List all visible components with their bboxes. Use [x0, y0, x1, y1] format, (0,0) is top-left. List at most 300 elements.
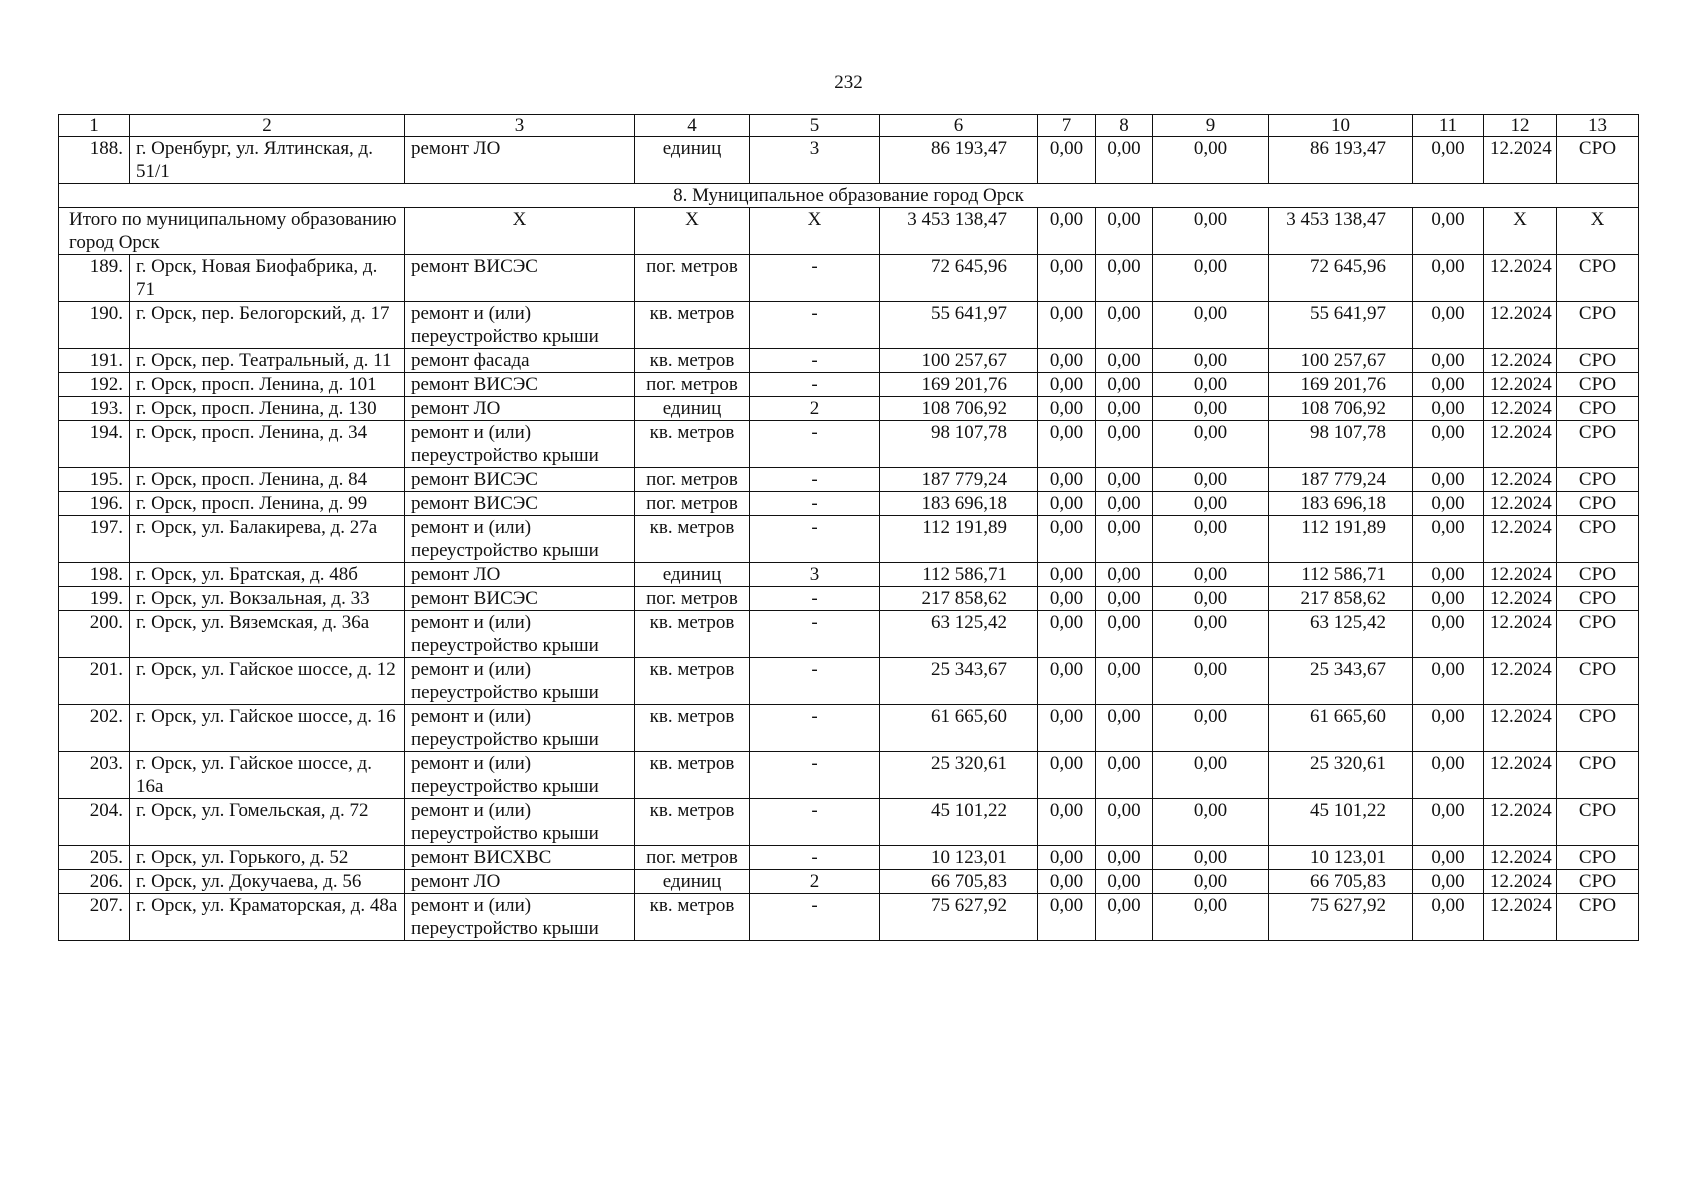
cell-col-11: 0,00	[1413, 870, 1484, 894]
cell-col-9: 0,00	[1153, 846, 1269, 870]
cell-col-10: 55 641,97	[1269, 302, 1413, 349]
cell-col-8: 0,00	[1096, 349, 1153, 373]
cell-col-9: 0,00	[1153, 870, 1269, 894]
table-header	[59, 115, 1639, 137]
cell-deadline: 12.2024	[1484, 421, 1557, 468]
cell-work-type: ремонт ВИСХВС	[405, 846, 635, 870]
cell-total-cost: 100 257,67	[880, 349, 1038, 373]
cell-work-type: ремонт ВИСЭС	[405, 468, 635, 492]
cell-address: г. Орск, ул. Гайское шоссе, д. 16а	[130, 752, 405, 799]
header-row	[59, 115, 1639, 137]
cell-row-number: 207.	[59, 894, 130, 941]
cell-unit: единиц	[635, 563, 750, 587]
cell-col-10: 25 343,67	[1269, 658, 1413, 705]
cell-total-cost: 112 586,71	[880, 563, 1038, 587]
cell-row-number: 202.	[59, 705, 130, 752]
cell-unit: единиц	[635, 137, 750, 184]
cell-work-type: ремонт ВИСЭС	[405, 255, 635, 302]
cell-col-10: 61 665,60	[1269, 705, 1413, 752]
column-header-3: 3	[405, 115, 635, 137]
cell-col-7: 0,00	[1038, 894, 1096, 941]
cell-col-9: 0,00	[1153, 255, 1269, 302]
cell-row-number: 192.	[59, 373, 130, 397]
cell-executor: СРО	[1557, 846, 1639, 870]
cell-deadline: 12.2024	[1484, 373, 1557, 397]
cell-quantity: -	[750, 349, 880, 373]
cell-col-11: 0,00	[1413, 894, 1484, 941]
cell-col-7: 0,00	[1038, 349, 1096, 373]
cell-executor: СРО	[1557, 658, 1639, 705]
column-header-11: 11	[1413, 115, 1484, 137]
cell-total-cost: 112 191,89	[880, 516, 1038, 563]
cell-row-number: 199.	[59, 587, 130, 611]
cell-col-11: 0,00	[1413, 421, 1484, 468]
total-cell-c9: 0,00	[1153, 208, 1269, 255]
section-title: 8. Муниципальное образование город Орск	[59, 184, 1639, 208]
cell-deadline: 12.2024	[1484, 137, 1557, 184]
cell-col-11: 0,00	[1413, 846, 1484, 870]
cell-quantity: -	[750, 611, 880, 658]
cell-work-type: ремонт ВИСЭС	[405, 492, 635, 516]
cell-address: г. Орск, ул. Краматорская, д. 48а	[130, 894, 405, 941]
cell-total-cost: 61 665,60	[880, 705, 1038, 752]
cell-col-11: 0,00	[1413, 468, 1484, 492]
cell-quantity: -	[750, 846, 880, 870]
cell-quantity: 3	[750, 137, 880, 184]
cell-executor: СРО	[1557, 421, 1639, 468]
cell-col-11: 0,00	[1413, 658, 1484, 705]
cell-unit: единиц	[635, 397, 750, 421]
cell-col-11: 0,00	[1413, 516, 1484, 563]
cell-col-11: 0,00	[1413, 611, 1484, 658]
cell-executor: СРО	[1557, 563, 1639, 587]
cell-col-10: 72 645,96	[1269, 255, 1413, 302]
cell-col-7: 0,00	[1038, 870, 1096, 894]
cell-quantity: -	[750, 516, 880, 563]
cell-col-9: 0,00	[1153, 349, 1269, 373]
cell-col-7: 0,00	[1038, 658, 1096, 705]
table-row	[59, 799, 1639, 846]
cell-executor: СРО	[1557, 468, 1639, 492]
cell-executor: СРО	[1557, 137, 1639, 184]
cell-col-9: 0,00	[1153, 894, 1269, 941]
total-cell-c5: Х	[750, 208, 880, 255]
total-row	[59, 208, 1639, 255]
cell-col-11: 0,00	[1413, 255, 1484, 302]
cell-executor: СРО	[1557, 752, 1639, 799]
cell-work-type: ремонт и (или) переустройство крыши	[405, 705, 635, 752]
table-row	[59, 468, 1639, 492]
cell-col-9: 0,00	[1153, 587, 1269, 611]
cell-quantity: -	[750, 587, 880, 611]
cell-deadline: 12.2024	[1484, 870, 1557, 894]
cell-col-10: 108 706,92	[1269, 397, 1413, 421]
table-row	[59, 870, 1639, 894]
cell-address: г. Орск, пер. Театральный, д. 11	[130, 349, 405, 373]
cell-row-number: 198.	[59, 563, 130, 587]
cell-col-11: 0,00	[1413, 302, 1484, 349]
cell-row-number: 193.	[59, 397, 130, 421]
cell-col-7: 0,00	[1038, 563, 1096, 587]
cell-col-10: 183 696,18	[1269, 492, 1413, 516]
cell-col-8: 0,00	[1096, 752, 1153, 799]
cell-work-type: ремонт фасада	[405, 349, 635, 373]
cell-address: г. Орск, просп. Ленина, д. 101	[130, 373, 405, 397]
cell-col-9: 0,00	[1153, 658, 1269, 705]
cell-col-10: 217 858,62	[1269, 587, 1413, 611]
cell-row-number: 205.	[59, 846, 130, 870]
cell-unit: пог. метров	[635, 255, 750, 302]
cell-col-8: 0,00	[1096, 611, 1153, 658]
cell-col-8: 0,00	[1096, 468, 1153, 492]
table-row	[59, 563, 1639, 587]
cell-executor: СРО	[1557, 516, 1639, 563]
cell-col-11: 0,00	[1413, 587, 1484, 611]
cell-executor: СРО	[1557, 894, 1639, 941]
cell-deadline: 12.2024	[1484, 658, 1557, 705]
cell-deadline: 12.2024	[1484, 349, 1557, 373]
cell-deadline: 12.2024	[1484, 894, 1557, 941]
cell-total-cost: 98 107,78	[880, 421, 1038, 468]
cell-col-7: 0,00	[1038, 752, 1096, 799]
cell-executor: СРО	[1557, 349, 1639, 373]
cell-executor: СРО	[1557, 492, 1639, 516]
cell-col-10: 75 627,92	[1269, 894, 1413, 941]
cell-total-cost: 55 641,97	[880, 302, 1038, 349]
cell-col-7: 0,00	[1038, 587, 1096, 611]
cell-address: г. Орск, ул. Гайское шоссе, д. 12	[130, 658, 405, 705]
table-row	[59, 894, 1639, 941]
cell-executor: СРО	[1557, 397, 1639, 421]
cell-col-8: 0,00	[1096, 255, 1153, 302]
cell-total-cost: 108 706,92	[880, 397, 1038, 421]
cell-work-type: ремонт и (или) переустройство крыши	[405, 611, 635, 658]
cell-col-8: 0,00	[1096, 516, 1153, 563]
cell-col-8: 0,00	[1096, 846, 1153, 870]
table-row	[59, 705, 1639, 752]
cell-col-7: 0,00	[1038, 516, 1096, 563]
cell-unit: кв. метров	[635, 611, 750, 658]
table-row	[59, 373, 1639, 397]
cell-col-7: 0,00	[1038, 255, 1096, 302]
cell-work-type: ремонт ЛО	[405, 870, 635, 894]
cell-col-9: 0,00	[1153, 516, 1269, 563]
cell-col-10: 112 191,89	[1269, 516, 1413, 563]
cell-col-11: 0,00	[1413, 373, 1484, 397]
cell-col-9: 0,00	[1153, 421, 1269, 468]
cell-unit: пог. метров	[635, 373, 750, 397]
cell-quantity: -	[750, 799, 880, 846]
cell-unit: пог. метров	[635, 468, 750, 492]
total-label: Итого по муниципальному образованию город Орск	[59, 208, 405, 255]
cell-total-cost: 25 343,67	[880, 658, 1038, 705]
cell-row-number: 188.	[59, 137, 130, 184]
table-row	[59, 492, 1639, 516]
cell-total-cost: 169 201,76	[880, 373, 1038, 397]
cell-col-9: 0,00	[1153, 705, 1269, 752]
cell-quantity: -	[750, 421, 880, 468]
cell-row-number: 200.	[59, 611, 130, 658]
cell-work-type: ремонт ВИСЭС	[405, 587, 635, 611]
cell-executor: СРО	[1557, 587, 1639, 611]
cell-quantity: 3	[750, 563, 880, 587]
total-cell-c10: 3 453 138,47	[1269, 208, 1413, 255]
table-row	[59, 752, 1639, 799]
cell-quantity: -	[750, 302, 880, 349]
cell-address: г. Орск, просп. Ленина, д. 99	[130, 492, 405, 516]
cell-col-9: 0,00	[1153, 373, 1269, 397]
cell-col-11: 0,00	[1413, 137, 1484, 184]
column-header-1: 1	[59, 115, 130, 137]
cell-deadline: 12.2024	[1484, 563, 1557, 587]
cell-col-7: 0,00	[1038, 397, 1096, 421]
cell-col-7: 0,00	[1038, 705, 1096, 752]
cell-row-number: 203.	[59, 752, 130, 799]
cell-work-type: ремонт и (или) переустройство крыши	[405, 658, 635, 705]
cell-unit: пог. метров	[635, 587, 750, 611]
column-header-9: 9	[1153, 115, 1269, 137]
cell-deadline: 12.2024	[1484, 468, 1557, 492]
cell-total-cost: 187 779,24	[880, 468, 1038, 492]
cell-executor: СРО	[1557, 373, 1639, 397]
cell-col-9: 0,00	[1153, 397, 1269, 421]
cell-col-9: 0,00	[1153, 611, 1269, 658]
cell-address: г. Орск, ул. Гомельская, д. 72	[130, 799, 405, 846]
column-header-5: 5	[750, 115, 880, 137]
table-row	[59, 349, 1639, 373]
cell-quantity: -	[750, 492, 880, 516]
cell-work-type: ремонт и (или) переустройство крыши	[405, 421, 635, 468]
cell-unit: единиц	[635, 870, 750, 894]
cell-deadline: 12.2024	[1484, 846, 1557, 870]
cell-col-11: 0,00	[1413, 397, 1484, 421]
table-row	[59, 516, 1639, 563]
cell-col-11: 0,00	[1413, 492, 1484, 516]
capital-repair-table	[58, 114, 1639, 941]
cell-row-number: 201.	[59, 658, 130, 705]
cell-unit: кв. метров	[635, 799, 750, 846]
cell-col-8: 0,00	[1096, 373, 1153, 397]
total-cell-c4: Х	[635, 208, 750, 255]
cell-row-number: 191.	[59, 349, 130, 373]
cell-total-cost: 86 193,47	[880, 137, 1038, 184]
table-row	[59, 611, 1639, 658]
cell-col-10: 112 586,71	[1269, 563, 1413, 587]
cell-executor: СРО	[1557, 705, 1639, 752]
cell-row-number: 197.	[59, 516, 130, 563]
column-header-13: 13	[1557, 115, 1639, 137]
cell-unit: кв. метров	[635, 349, 750, 373]
cell-total-cost: 183 696,18	[880, 492, 1038, 516]
cell-col-8: 0,00	[1096, 799, 1153, 846]
total-cell-c11: 0,00	[1413, 208, 1484, 255]
cell-total-cost: 217 858,62	[880, 587, 1038, 611]
cell-quantity: -	[750, 752, 880, 799]
cell-deadline: 12.2024	[1484, 587, 1557, 611]
cell-deadline: 12.2024	[1484, 799, 1557, 846]
cell-total-cost: 66 705,83	[880, 870, 1038, 894]
cell-total-cost: 25 320,61	[880, 752, 1038, 799]
cell-address: г. Орск, просп. Ленина, д. 34	[130, 421, 405, 468]
cell-quantity: -	[750, 468, 880, 492]
cell-work-type: ремонт ЛО	[405, 563, 635, 587]
cell-col-8: 0,00	[1096, 397, 1153, 421]
cell-work-type: ремонт и (или) переустройство крыши	[405, 516, 635, 563]
cell-col-8: 0,00	[1096, 658, 1153, 705]
cell-col-10: 25 320,61	[1269, 752, 1413, 799]
cell-col-10: 10 123,01	[1269, 846, 1413, 870]
cell-col-10: 63 125,42	[1269, 611, 1413, 658]
cell-col-9: 0,00	[1153, 752, 1269, 799]
table-row	[59, 255, 1639, 302]
table-row	[59, 302, 1639, 349]
cell-col-10: 66 705,83	[1269, 870, 1413, 894]
cell-col-8: 0,00	[1096, 587, 1153, 611]
table-row	[59, 658, 1639, 705]
cell-unit: пог. метров	[635, 846, 750, 870]
total-cell-c3: Х	[405, 208, 635, 255]
cell-col-10: 98 107,78	[1269, 421, 1413, 468]
cell-deadline: 12.2024	[1484, 705, 1557, 752]
cell-col-8: 0,00	[1096, 492, 1153, 516]
cell-deadline: 12.2024	[1484, 516, 1557, 563]
cell-col-10: 100 257,67	[1269, 349, 1413, 373]
cell-address: г. Орск, Новая Биофабрика, д. 71	[130, 255, 405, 302]
cell-col-7: 0,00	[1038, 799, 1096, 846]
cell-unit: кв. метров	[635, 752, 750, 799]
cell-deadline: 12.2024	[1484, 397, 1557, 421]
cell-row-number: 196.	[59, 492, 130, 516]
cell-col-7: 0,00	[1038, 611, 1096, 658]
cell-col-7: 0,00	[1038, 846, 1096, 870]
cell-address: г. Орск, просп. Ленина, д. 130	[130, 397, 405, 421]
column-header-7: 7	[1038, 115, 1096, 137]
cell-col-7: 0,00	[1038, 468, 1096, 492]
cell-col-8: 0,00	[1096, 137, 1153, 184]
cell-quantity: -	[750, 705, 880, 752]
cell-deadline: 12.2024	[1484, 302, 1557, 349]
cell-address: г. Орск, пер. Белогорский, д. 17	[130, 302, 405, 349]
cell-col-11: 0,00	[1413, 705, 1484, 752]
cell-col-9: 0,00	[1153, 468, 1269, 492]
cell-quantity: -	[750, 894, 880, 941]
cell-address: г. Орск, ул. Докучаева, д. 56	[130, 870, 405, 894]
cell-unit: кв. метров	[635, 516, 750, 563]
column-header-8: 8	[1096, 115, 1153, 137]
cell-address: г. Орск, ул. Вокзальная, д. 33	[130, 587, 405, 611]
cell-address: г. Орск, ул. Горького, д. 52	[130, 846, 405, 870]
column-header-4: 4	[635, 115, 750, 137]
cell-col-11: 0,00	[1413, 563, 1484, 587]
cell-unit: пог. метров	[635, 492, 750, 516]
cell-total-cost: 45 101,22	[880, 799, 1038, 846]
cell-total-cost: 72 645,96	[880, 255, 1038, 302]
cell-col-8: 0,00	[1096, 302, 1153, 349]
column-header-2: 2	[130, 115, 405, 137]
cell-col-8: 0,00	[1096, 894, 1153, 941]
cell-col-11: 0,00	[1413, 752, 1484, 799]
cell-quantity: 2	[750, 870, 880, 894]
cell-unit: кв. метров	[635, 894, 750, 941]
cell-row-number: 206.	[59, 870, 130, 894]
cell-col-9: 0,00	[1153, 563, 1269, 587]
total-cell-c7: 0,00	[1038, 208, 1096, 255]
cell-col-10: 169 201,76	[1269, 373, 1413, 397]
cell-row-number: 204.	[59, 799, 130, 846]
cell-work-type: ремонт и (или) переустройство крыши	[405, 799, 635, 846]
cell-col-8: 0,00	[1096, 421, 1153, 468]
table-body	[59, 137, 1639, 941]
total-cell-c12: Х	[1484, 208, 1557, 255]
cell-deadline: 12.2024	[1484, 752, 1557, 799]
cell-col-11: 0,00	[1413, 349, 1484, 373]
cell-col-9: 0,00	[1153, 137, 1269, 184]
cell-address: г. Орск, просп. Ленина, д. 84	[130, 468, 405, 492]
cell-address: г. Орск, ул. Балакирева, д. 27а	[130, 516, 405, 563]
cell-work-type: ремонт ВИСЭС	[405, 373, 635, 397]
cell-total-cost: 75 627,92	[880, 894, 1038, 941]
cell-col-10: 45 101,22	[1269, 799, 1413, 846]
column-header-10: 10	[1269, 115, 1413, 137]
cell-work-type: ремонт и (или) переустройство крыши	[405, 894, 635, 941]
cell-deadline: 12.2024	[1484, 492, 1557, 516]
cell-col-8: 0,00	[1096, 870, 1153, 894]
table-row	[59, 397, 1639, 421]
cell-col-10: 187 779,24	[1269, 468, 1413, 492]
cell-unit: кв. метров	[635, 705, 750, 752]
cell-work-type: ремонт ЛО	[405, 397, 635, 421]
table-row	[59, 846, 1639, 870]
cell-executor: СРО	[1557, 255, 1639, 302]
cell-col-9: 0,00	[1153, 492, 1269, 516]
cell-row-number: 195.	[59, 468, 130, 492]
column-header-12: 12	[1484, 115, 1557, 137]
cell-col-9: 0,00	[1153, 302, 1269, 349]
cell-deadline: 12.2024	[1484, 611, 1557, 658]
cell-deadline: 12.2024	[1484, 255, 1557, 302]
cell-address: г. Оренбург, ул. Ялтинская, д. 51/1	[130, 137, 405, 184]
cell-quantity: -	[750, 658, 880, 705]
cell-work-type: ремонт ЛО	[405, 137, 635, 184]
cell-address: г. Орск, ул. Братская, д. 48б	[130, 563, 405, 587]
cell-col-11: 0,00	[1413, 799, 1484, 846]
section-row	[59, 184, 1639, 208]
cell-col-8: 0,00	[1096, 705, 1153, 752]
cell-unit: кв. метров	[635, 302, 750, 349]
cell-unit: кв. метров	[635, 421, 750, 468]
cell-col-8: 0,00	[1096, 563, 1153, 587]
table-row	[59, 137, 1639, 184]
total-cell-c8: 0,00	[1096, 208, 1153, 255]
page-number: 232	[834, 72, 863, 93]
cell-col-10: 86 193,47	[1269, 137, 1413, 184]
cell-quantity: 2	[750, 397, 880, 421]
table-row	[59, 587, 1639, 611]
cell-quantity: -	[750, 373, 880, 397]
cell-address: г. Орск, ул. Вяземская, д. 36а	[130, 611, 405, 658]
cell-executor: СРО	[1557, 302, 1639, 349]
cell-work-type: ремонт и (или) переустройство крыши	[405, 752, 635, 799]
cell-col-7: 0,00	[1038, 302, 1096, 349]
cell-row-number: 189.	[59, 255, 130, 302]
cell-unit: кв. метров	[635, 658, 750, 705]
cell-executor: СРО	[1557, 799, 1639, 846]
cell-total-cost: 63 125,42	[880, 611, 1038, 658]
table-row	[59, 421, 1639, 468]
cell-work-type: ремонт и (или) переустройство крыши	[405, 302, 635, 349]
cell-quantity: -	[750, 255, 880, 302]
cell-row-number: 194.	[59, 421, 130, 468]
